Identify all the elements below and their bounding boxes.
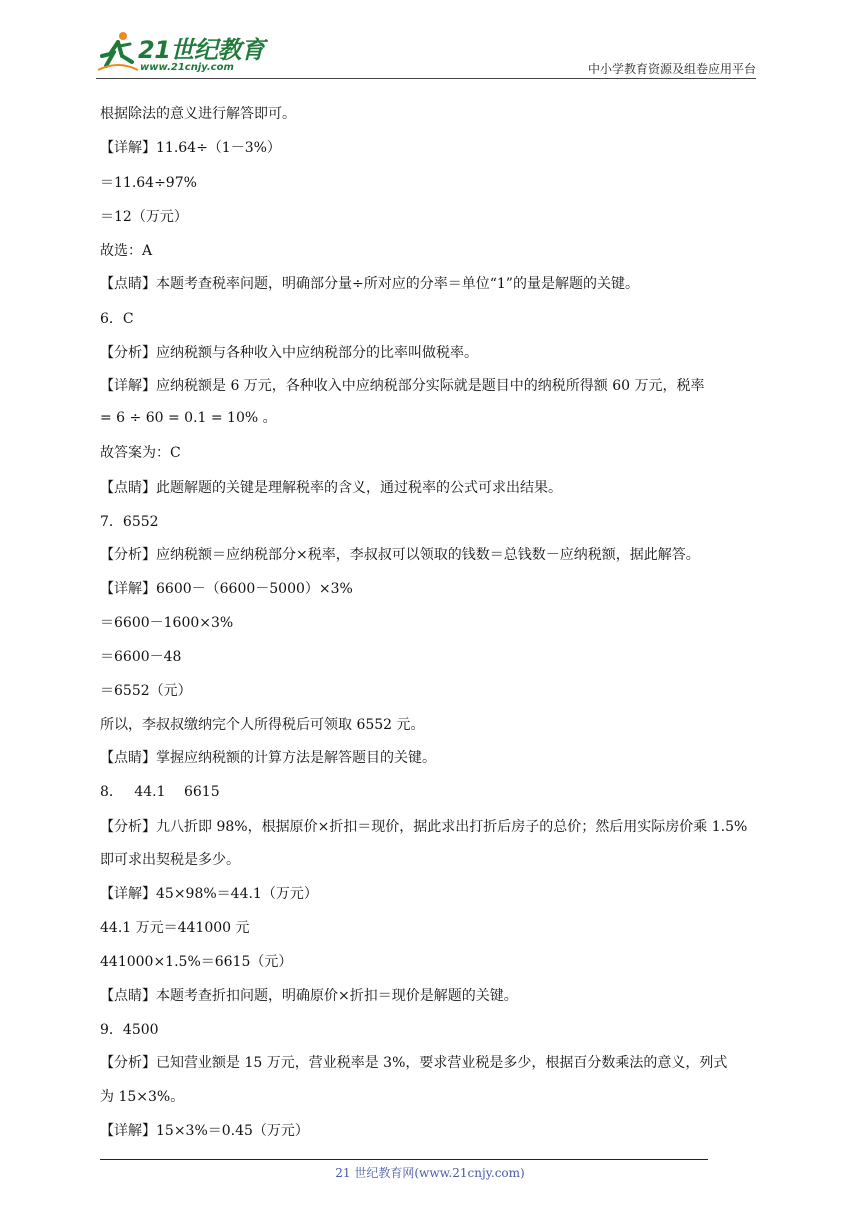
text-line: ＝6600－1600×3% bbox=[100, 615, 234, 631]
question-number: 9．4500 bbox=[100, 1022, 159, 1038]
text-line: 为 15×3%。 bbox=[100, 1089, 185, 1105]
text-line: 【分析】九八折即 98%，根据原价×折扣＝现价，据此求出打折后房子的总价；然后用实际房价乘 1.5% bbox=[100, 819, 748, 835]
text-line: 【分析】已知营业额是 15 万元，营业税率是 3%，要求营业税是多少，根据百分数乘法的意义，列式 bbox=[100, 1055, 728, 1071]
text-line: ＝12（万元） bbox=[100, 209, 188, 225]
text-line: 【点睛】此题解题的关键是理解税率的含义，通过税率的公式可求出结果。 bbox=[100, 480, 562, 496]
text-line: 【详解】15×3%＝0.45（万元） bbox=[100, 1123, 309, 1139]
text-line: 【点睛】本题考查折扣问题，明确原价×折扣＝现价是解题的关键。 bbox=[100, 988, 518, 1004]
text-line: ＝6552（元） bbox=[100, 683, 192, 699]
text-line: 【详解】6600－（6600－5000）×3% bbox=[100, 581, 353, 597]
text-line: 【分析】应纳税额＝应纳税部分×税率，李叔叔可以领取的钱数＝总钱数－应纳税额，据此解答。 bbox=[100, 547, 700, 563]
text-line: 【详解】应纳税额是 6 万元，各种收入中应纳税部分实际就是题目中的纳税所得额 60 万元，税率 bbox=[100, 378, 705, 394]
text-line: 根据除法的意义进行解答即可。 bbox=[100, 106, 296, 122]
text-line: 【点睛】掌握应纳税额的计算方法是解答题目的关键。 bbox=[100, 750, 436, 766]
footer-divider bbox=[100, 1159, 708, 1160]
question-number: 8． 44.1 6615 bbox=[100, 784, 220, 800]
question-number: 7．6552 bbox=[100, 514, 159, 530]
logo-url: www.21cnjy.com bbox=[140, 62, 234, 73]
text-line: 【详解】11.64÷（1－3%） bbox=[100, 140, 281, 156]
header-divider bbox=[96, 78, 756, 79]
question-number: 6．C bbox=[100, 311, 134, 327]
footer-text[interactable]: 21 世纪教育网(www.21cnjy.com) bbox=[335, 1166, 525, 1180]
text-line: 【详解】45×98%＝44.1（万元） bbox=[100, 886, 318, 902]
page-header bbox=[0, 0, 860, 82]
text-line: 441000×1.5%＝6615（元） bbox=[100, 954, 293, 970]
text-line: 【分析】应纳税额与各种收入中应纳税部分的比率叫做税率。 bbox=[100, 345, 478, 361]
text-line: 所以，李叔叔缴纳完个人所得税后可领取 6552 元。 bbox=[100, 717, 425, 733]
formula-line: = 6 ÷ 60 = 0.1 = 10% 。 bbox=[100, 410, 277, 426]
text-line: 即可求出契税是多少。 bbox=[100, 852, 240, 868]
text-line: 【点睛】本题考查税率问题，明确部分量÷所对应的分率＝单位“1”的量是解题的关键。 bbox=[100, 276, 639, 292]
text-line: ＝6600－48 bbox=[100, 649, 182, 665]
platform-title: 中小学教育资源及组卷应用平台 bbox=[587, 62, 756, 76]
logo-text: 21世纪教育 bbox=[138, 36, 265, 64]
text-line: ＝11.64÷97% bbox=[100, 175, 197, 191]
site-logo[interactable] bbox=[96, 28, 266, 76]
runner-icon bbox=[96, 30, 140, 74]
text-line: 44.1 万元＝441000 元 bbox=[100, 920, 250, 936]
text-line: 故答案为：C bbox=[100, 445, 181, 461]
text-line: 故选：A bbox=[100, 243, 153, 259]
